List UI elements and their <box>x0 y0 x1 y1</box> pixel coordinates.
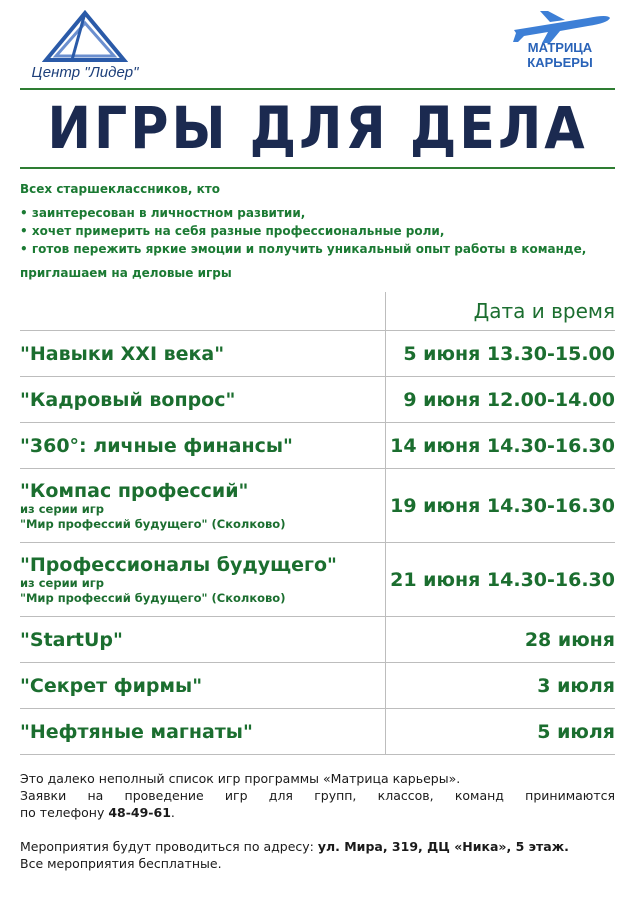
intro-bullet-list <box>20 204 620 258</box>
game-date: 28 июня <box>386 617 616 663</box>
game-name: "Кадровый вопрос" <box>20 388 236 411</box>
table-row <box>20 423 615 469</box>
career-matrix-line2: КАРЬЕРЫ <box>527 55 593 70</box>
game-name: "Навыки XXI века" <box>20 342 225 365</box>
header-empty-cell <box>20 292 386 331</box>
career-matrix-line1: МАТРИЦА <box>527 40 593 55</box>
table-header-row <box>20 292 615 331</box>
intro-bullet: • заинтересован в личностном развитии, <box>20 204 620 222</box>
triangle-icon <box>42 10 128 64</box>
intro-bullet: • готов пережить яркие эмоции и получить уникальный опыт работы в команде, <box>20 240 620 258</box>
footer-free-note: Все мероприятия бесплатные. <box>20 856 222 871</box>
address-prefix: Мероприятия будут проводиться по адресу: <box>20 839 318 854</box>
intro-closing: приглашаем на деловые игры <box>20 266 232 280</box>
page-title: ИГРЫ ДЛЯ ДЕЛА <box>47 94 588 162</box>
title-divider <box>20 167 615 169</box>
table-row <box>20 377 615 423</box>
intro-block <box>20 180 620 282</box>
table-row <box>20 543 615 617</box>
game-name: "360°: личные финансы" <box>20 434 293 457</box>
date-header: Дата и время <box>386 292 616 331</box>
phone-suffix: . <box>170 805 175 820</box>
table-row <box>20 331 615 377</box>
table-row <box>20 617 615 663</box>
center-leader-logo <box>20 8 150 83</box>
game-name: "Нефтяные магнаты" <box>20 720 253 743</box>
table-row <box>20 709 615 755</box>
game-date: 5 июля <box>386 709 616 755</box>
table-row <box>20 663 615 709</box>
footer-spacer <box>20 821 615 838</box>
game-date: 9 июня 12.00-14.00 <box>386 377 616 423</box>
game-series-name: "Мир профессий будущего" (Сколково) <box>20 590 286 605</box>
schedule-table <box>20 292 615 755</box>
game-name: "StartUp" <box>20 628 123 651</box>
footer-requests-note: Заявки на проведение игр для групп, классов, команд принимаются <box>20 788 615 803</box>
footer-program-note: Это далеко неполный список игр программы «Матрица карьеры». <box>20 771 461 786</box>
game-series-note: из серии игр <box>20 575 105 590</box>
game-name: "Профессионалы будущего" <box>20 553 337 576</box>
game-date: 5 июня 13.30-15.00 <box>386 331 616 377</box>
game-date: 19 июня 14.30-16.30 <box>386 469 616 543</box>
game-series-name: "Мир профессий будущего" (Сколково) <box>20 516 286 531</box>
game-name: "Секрет фирмы" <box>20 674 203 697</box>
footer-address-line <box>20 838 615 855</box>
game-date: 21 июня 14.30-16.30 <box>386 543 616 617</box>
game-date: 14 июня 14.30-16.30 <box>386 423 616 469</box>
event-address: ул. Мира, 319, ДЦ «Ника», 5 этаж. <box>317 839 569 854</box>
phone-number: 48-49-61 <box>108 805 171 820</box>
table-row <box>20 469 615 543</box>
footer-phone-line <box>20 804 615 821</box>
intro-bullet: • хочет примерить на себя разные профессиональные роли, <box>20 222 620 240</box>
game-date: 3 июля <box>386 663 616 709</box>
career-matrix-logo <box>510 10 620 82</box>
game-series-note: из серии игр <box>20 501 105 516</box>
career-matrix-label <box>510 40 610 70</box>
intro-lead: Всех старшеклассников, кто <box>20 182 220 196</box>
center-leader-label: Центр "Лидер" <box>31 64 139 81</box>
phone-prefix: по телефону <box>20 805 109 820</box>
airplane-icon <box>510 10 614 44</box>
game-name: "Компас профессий" <box>20 479 249 502</box>
footer-notes <box>20 770 615 872</box>
